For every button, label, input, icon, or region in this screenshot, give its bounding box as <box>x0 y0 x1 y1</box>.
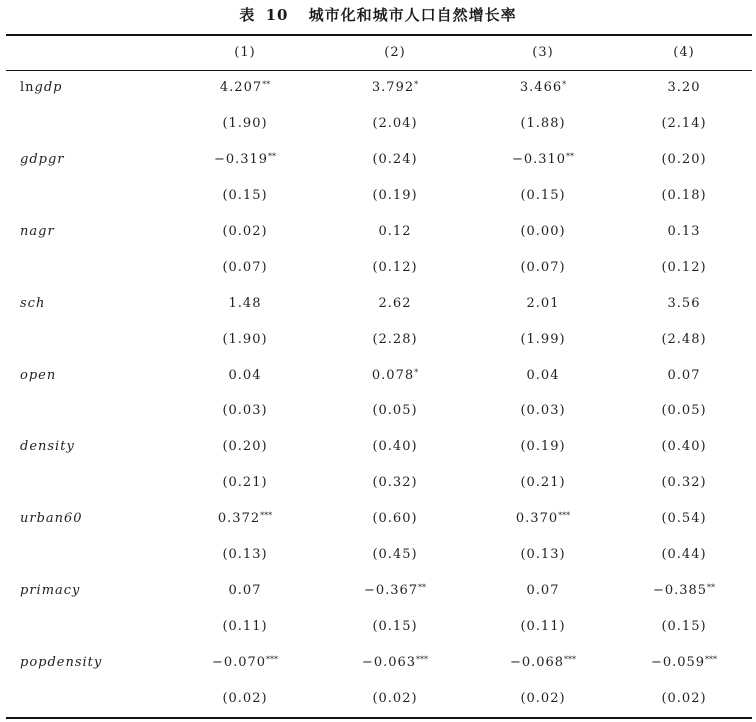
coefficient-value: 0.04 <box>526 367 560 383</box>
coefficient-value: 0.12 <box>378 224 412 239</box>
coefficient-cell <box>170 429 320 465</box>
variable-label <box>6 142 170 178</box>
std-error-cell: (0.07) <box>520 259 566 275</box>
std-error-cell: (0.13) <box>520 547 566 563</box>
blank-cell <box>6 465 170 501</box>
std-error-cell: (1.99) <box>520 331 566 347</box>
coefficient-cell <box>470 429 616 465</box>
coefficient-cell <box>320 501 470 537</box>
std-error-cell: (0.02) <box>222 690 268 706</box>
coefficient-value: (0.40) <box>372 439 418 455</box>
variable-label <box>6 644 170 680</box>
coefficient-cell <box>616 285 752 321</box>
coefficient-value: −0.319 <box>213 152 269 168</box>
coefficient-value: (0.20) <box>222 439 268 455</box>
caption-title: 城市化和城市人口自然增长率 <box>308 6 517 24</box>
std-error-cell: (0.03) <box>520 403 566 419</box>
variable-label <box>6 501 170 537</box>
std-error-cell: (1.90) <box>222 116 268 132</box>
header-row <box>6 35 752 70</box>
std-error-cell: (0.13) <box>222 547 268 563</box>
variable-name: primacy <box>20 582 81 598</box>
std-error-cell: (0.11) <box>520 618 566 634</box>
significance-stars: *** <box>705 654 718 664</box>
std-error-cell: (0.12) <box>372 259 418 275</box>
std-error-cell: (2.14) <box>661 116 707 132</box>
variable-name: gdpgr <box>20 152 65 168</box>
variable-name: sch <box>20 295 46 311</box>
coefficient-value: 3.792 <box>371 80 415 96</box>
variable-name: gdp <box>34 80 63 96</box>
significance-stars: *** <box>558 511 571 521</box>
significance-stars: *** <box>266 654 279 664</box>
std-error-cell: (0.12) <box>661 259 707 275</box>
std-error-row <box>6 680 752 716</box>
variable-name: popdensity <box>20 654 103 670</box>
column-header: (3) <box>532 45 554 60</box>
coefficient-value: −0.068 <box>509 654 565 670</box>
std-error-cell: (0.05) <box>372 403 418 419</box>
coefficient-cell <box>616 357 752 393</box>
coefficient-value: 0.372 <box>217 511 261 527</box>
column-header: (2) <box>384 45 406 60</box>
coefficient-value: 0.04 <box>228 367 262 383</box>
variable-label <box>6 429 170 465</box>
coefficient-value: −0.070 <box>211 654 267 670</box>
coefficient-cell <box>470 142 616 178</box>
coefficient-value: 3.466 <box>519 80 563 96</box>
coefficient-value: 0.07 <box>667 367 701 383</box>
std-error-cell: (2.48) <box>661 331 707 347</box>
coefficient-cell <box>616 429 752 465</box>
blank-cell <box>6 608 170 644</box>
blank-cell <box>6 249 170 285</box>
std-error-cell: (0.02) <box>661 690 707 706</box>
variable-label <box>6 357 170 393</box>
coefficient-value: 0.078 <box>371 367 415 383</box>
coefficient-value: 1.48 <box>228 295 262 311</box>
coefficient-value: 0.07 <box>228 582 262 598</box>
coefficient-value: 3.56 <box>667 295 701 311</box>
coefficient-value: 2.01 <box>526 295 560 311</box>
blank-cell <box>6 106 170 142</box>
significance-stars: *** <box>564 654 577 664</box>
std-error-row <box>6 608 752 644</box>
caption-number: 10 <box>265 6 289 24</box>
coefficient-value: (0.40) <box>661 439 707 455</box>
coefficient-cell <box>320 70 470 106</box>
variable-name: urban60 <box>20 511 83 527</box>
header-blank <box>6 35 170 70</box>
significance-stars: ** <box>707 582 716 592</box>
variable-label <box>6 572 170 608</box>
coefficient-cell <box>470 70 616 106</box>
coefficient-value: 0.13 <box>667 224 701 239</box>
coefficient-row <box>6 142 752 178</box>
std-error-cell: (0.32) <box>372 475 418 491</box>
coefficient-cell <box>470 285 616 321</box>
coefficient-cell <box>616 501 752 537</box>
coefficient-value: 3.20 <box>667 80 701 96</box>
coefficient-value: −0.059 <box>650 654 706 670</box>
significance-stars: ** <box>262 80 271 90</box>
std-error-cell: (2.04) <box>372 116 418 132</box>
significance-stars: *** <box>260 511 273 521</box>
coefficient-cell <box>320 572 470 608</box>
std-error-cell: (0.18) <box>661 188 707 204</box>
blank-cell <box>6 178 170 214</box>
std-error-cell: (0.07) <box>222 259 268 275</box>
coefficient-cell <box>320 357 470 393</box>
std-error-cell: (0.11) <box>222 618 268 634</box>
coefficient-cell <box>470 644 616 680</box>
std-error-cell: (0.44) <box>661 547 707 563</box>
significance-stars: ** <box>418 582 427 592</box>
coefficient-cell <box>170 214 320 250</box>
blank-cell <box>6 393 170 429</box>
coefficient-value: (0.20) <box>661 152 707 168</box>
coefficient-row <box>6 572 752 608</box>
coefficient-value: (0.00) <box>520 224 566 239</box>
coefficient-cell <box>470 214 616 250</box>
coefficient-value: (0.02) <box>222 224 268 239</box>
blank-cell <box>6 680 170 716</box>
variable-prefix: ln <box>20 80 35 96</box>
std-error-cell: (0.02) <box>520 690 566 706</box>
table-caption <box>0 4 756 25</box>
std-error-cell: (0.15) <box>222 188 268 204</box>
coefficient-value: −0.385 <box>652 582 708 598</box>
std-error-cell: (0.21) <box>520 475 566 491</box>
significance-stars: ** <box>268 152 277 162</box>
std-error-row <box>6 178 752 214</box>
column-header: (4) <box>673 45 695 60</box>
variable-label <box>6 285 170 321</box>
coefficient-row <box>6 70 752 106</box>
std-error-cell: (1.90) <box>222 331 268 347</box>
significance-stars: * <box>414 367 419 377</box>
coefficient-cell <box>170 357 320 393</box>
coefficient-cell <box>616 214 752 250</box>
coefficient-cell <box>616 142 752 178</box>
std-error-cell: (1.88) <box>520 116 566 132</box>
coefficient-value: 0.07 <box>526 582 560 598</box>
variable-label <box>6 70 170 106</box>
table-body <box>6 70 752 716</box>
coefficient-cell <box>320 214 470 250</box>
std-error-cell: (0.15) <box>372 618 418 634</box>
variable-name: density <box>20 439 75 455</box>
std-error-cell: (0.15) <box>661 618 707 634</box>
coefficient-row <box>6 501 752 537</box>
caption-label: 表 <box>239 6 256 24</box>
coefficient-cell <box>320 429 470 465</box>
significance-stars: * <box>414 80 419 90</box>
std-error-cell: (0.45) <box>372 547 418 563</box>
coefficient-cell <box>170 644 320 680</box>
coefficient-cell <box>616 572 752 608</box>
coefficient-row <box>6 285 752 321</box>
std-error-row <box>6 249 752 285</box>
std-error-cell: (0.32) <box>661 475 707 491</box>
variable-label <box>6 214 170 250</box>
coefficient-cell <box>170 70 320 106</box>
significance-stars: * <box>562 80 567 90</box>
std-error-row <box>6 537 752 573</box>
column-header: (1) <box>234 45 256 60</box>
blank-cell <box>6 537 170 573</box>
std-error-cell: (0.05) <box>661 403 707 419</box>
significance-stars: *** <box>416 654 429 664</box>
coefficient-cell <box>470 357 616 393</box>
std-error-row <box>6 321 752 357</box>
regression-table <box>6 35 752 716</box>
significance-stars: ** <box>566 152 575 162</box>
coefficient-value: 0.370 <box>515 511 559 527</box>
std-error-cell: (2.28) <box>372 331 418 347</box>
coefficient-row <box>6 644 752 680</box>
coefficient-cell <box>170 285 320 321</box>
blank-cell <box>6 321 170 357</box>
variable-name: nagr <box>20 224 55 239</box>
coefficient-row <box>6 357 752 393</box>
coefficient-row <box>6 214 752 250</box>
std-error-row <box>6 106 752 142</box>
coefficient-value: (0.19) <box>520 439 566 455</box>
std-error-row <box>6 465 752 501</box>
coefficient-cell <box>470 572 616 608</box>
std-error-cell: (0.03) <box>222 403 268 419</box>
coefficient-cell <box>470 501 616 537</box>
coefficient-value: −0.367 <box>363 582 419 598</box>
bottom-rule <box>6 717 752 719</box>
coefficient-value: (0.54) <box>661 511 707 527</box>
coefficient-cell <box>170 142 320 178</box>
coefficient-cell <box>320 644 470 680</box>
coefficient-value: (0.60) <box>372 511 418 527</box>
coefficient-value: −0.310 <box>511 152 567 168</box>
coefficient-value: (0.24) <box>372 152 418 168</box>
coefficient-cell <box>320 142 470 178</box>
coefficient-cell <box>616 644 752 680</box>
std-error-cell: (0.21) <box>222 475 268 491</box>
std-error-row <box>6 393 752 429</box>
coefficient-cell <box>170 501 320 537</box>
coefficient-cell <box>170 572 320 608</box>
std-error-cell: (0.02) <box>372 690 418 706</box>
std-error-cell: (0.15) <box>520 188 566 204</box>
variable-name: open <box>20 367 57 383</box>
coefficient-value: 2.62 <box>378 295 412 311</box>
std-error-cell: (0.19) <box>372 188 418 204</box>
coefficient-row <box>6 429 752 465</box>
coefficient-value: −0.063 <box>361 654 417 670</box>
coefficient-cell <box>616 70 752 106</box>
coefficient-cell <box>320 285 470 321</box>
coefficient-value: 4.207 <box>219 80 263 96</box>
